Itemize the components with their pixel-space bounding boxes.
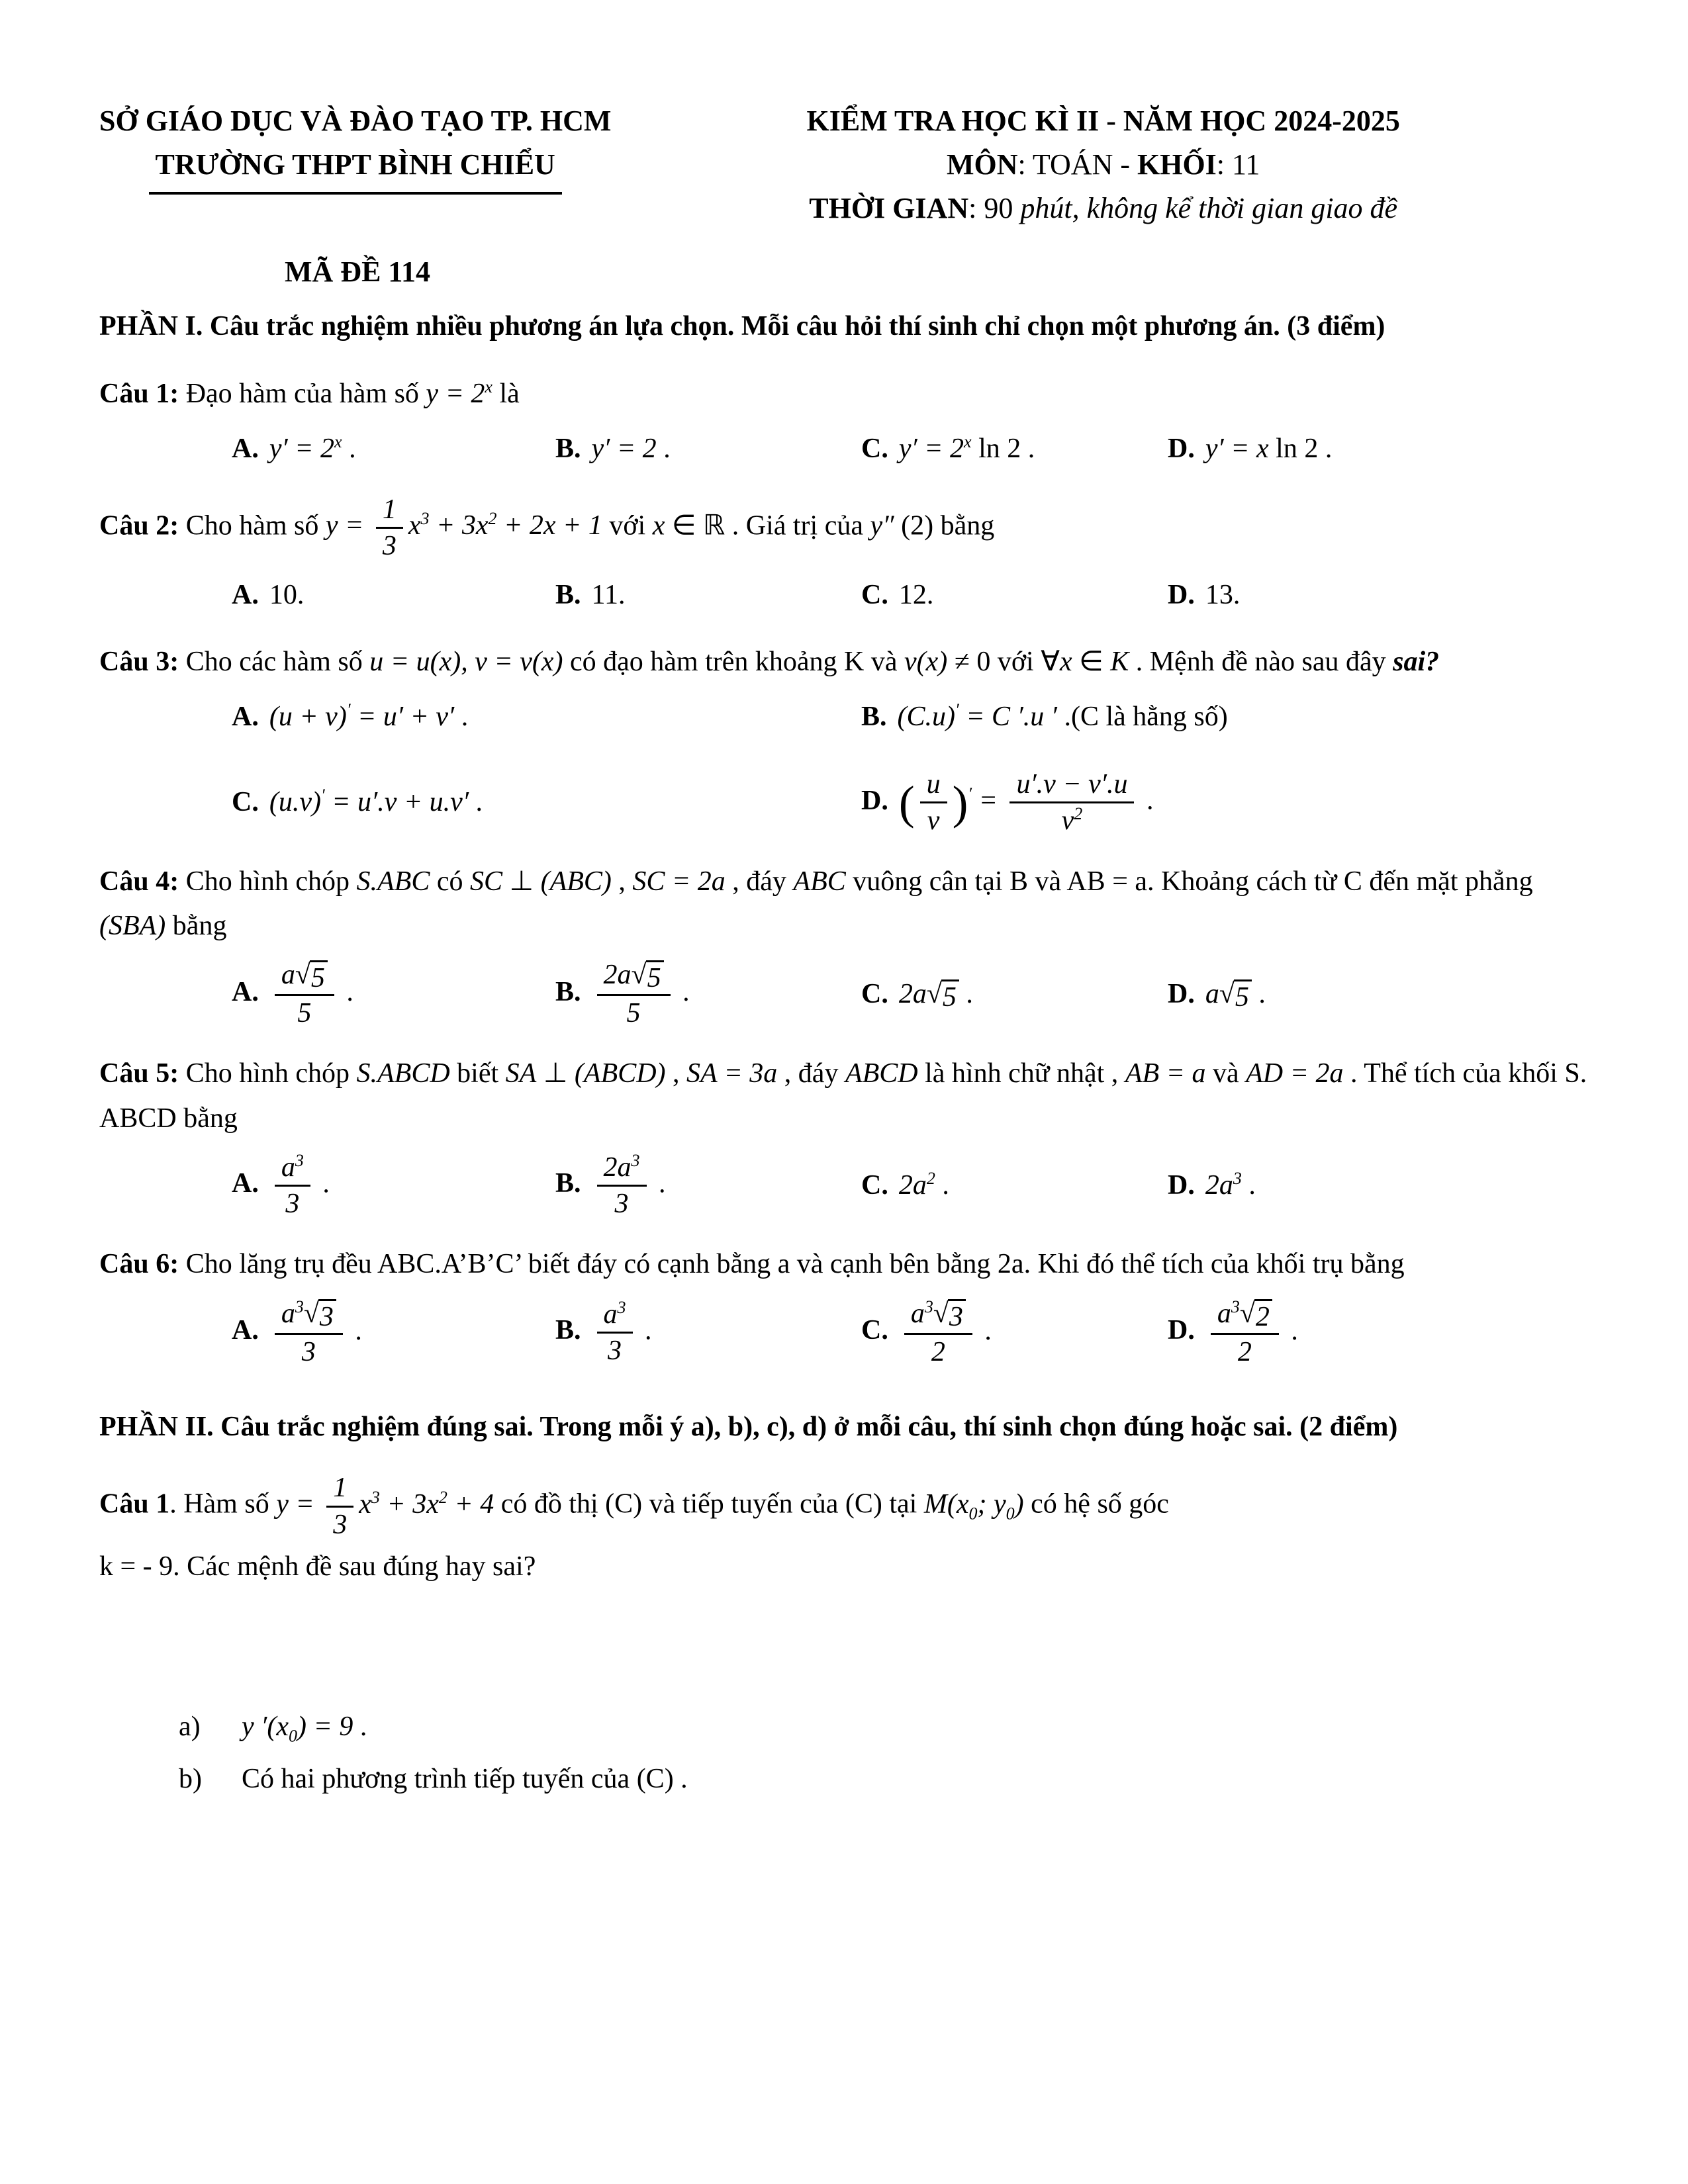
statement-text: Có hai phương trình tiếp tuyến của (C) . (242, 1764, 688, 1795)
question-5-option-b (555, 1152, 861, 1220)
option-label: A. (232, 976, 259, 1007)
option-label: C. (861, 433, 888, 464)
option-text: 13. (1205, 579, 1241, 610)
question-6-option-a (232, 1298, 555, 1368)
question-1-options (99, 427, 1595, 471)
question-3-option-d (861, 768, 1595, 837)
part1-heading: PHẦN I. Câu trắc nghiệm nhiều phương án lựa chọn. Mỗi câu hỏi thí sinh chỉ chọn một phương án. (3 điểm) (99, 311, 1385, 342)
option-text: $a^3$ √ 2 2 . (1205, 1315, 1298, 1345)
option-label: D. (861, 785, 888, 816)
statement-a (99, 1705, 1595, 1749)
question-5-option-a (232, 1152, 555, 1220)
question-1-text: Câu 1: Đạo hàm của hàm số $y = 2^x$ là (99, 377, 520, 409)
question-5-option-d (1168, 1163, 1595, 1208)
question-6-option-d (1168, 1298, 1595, 1368)
option-text: $\frac{2a^3}{3}$ . (592, 1168, 666, 1199)
option-text: (u + v)′ = u′ + v′ . (269, 700, 469, 732)
header-left (99, 99, 611, 230)
option-label: D. (1168, 1315, 1195, 1346)
option-label: C. (861, 978, 888, 1009)
question-6-text: Câu 6: Cho lăng trụ đều ABC.A’B’C’ biết đáy có cạnh bằng a và cạnh bên bằng 2a. Khi đó thể tích của khối trụ bằng (99, 1249, 1405, 1280)
question-1-option-a (232, 427, 555, 471)
question-2-option-d (1168, 573, 1595, 617)
question-1-option-b (555, 427, 861, 471)
option-text: 10. (269, 579, 305, 610)
question-1-option-d (1168, 427, 1595, 471)
option-text: a √ 5 5 . (269, 977, 353, 1007)
option-text: $\frac{a^3}{3}$ . (269, 1168, 330, 1199)
part2-question-1 (99, 1472, 1595, 1801)
question-2-text: Câu 2: Cho hàm số y = $\frac{1}{3}$ $x^3 + 3x^2 + 2x + 1$ với x ∈ ℝ . Giá trị của y″ (2) bằng (99, 494, 995, 562)
question-2-options (99, 573, 1595, 617)
duration-line: THỜI GIAN: 90 phút, không kể thời gian giao đề (809, 192, 1398, 224)
option-label: D. (1168, 1170, 1195, 1201)
statement-text: y $'(x_0) = 9$ . (242, 1711, 367, 1746)
question-5-options (99, 1152, 1595, 1220)
question-1-option-c (861, 427, 1168, 471)
statement-b (99, 1757, 1595, 1801)
question-4-options (99, 959, 1595, 1029)
option-label: B. (861, 701, 887, 732)
option-text: 12. (898, 579, 934, 610)
question-2-option-a (232, 573, 555, 617)
question-4-text: Câu 4: Cho hình chóp S.ABC có SC ⊥ (ABC) , SC = 2a , đáy ABC vuông cân tại B và AB = a. Khoảng cách từ C đến mặt phẳng (SBA) bằng (99, 866, 1533, 941)
option-label: A. (232, 433, 259, 464)
part2-heading: PHẦN II. Câu trắc nghiệm đúng sai. Trong mỗi ý a), b), c), d) ở mỗi câu, thí sinh chọn đúng hoặc sai. (2 điểm) (99, 1412, 1398, 1443)
question-3-option-a (232, 695, 861, 739)
option-text: y′ = x ln 2 . (1205, 433, 1333, 464)
option-text: $\frac{a^3}{3}$ . (592, 1315, 652, 1345)
exam-code: MÃ ĐỀ 114 (285, 255, 430, 288)
option-label: C. (861, 1315, 888, 1346)
question-5-option-c (861, 1163, 1168, 1208)
option-label: B. (555, 579, 581, 610)
option-label: D. (1168, 579, 1195, 610)
option-text: 11. (591, 579, 626, 610)
option-text: 2a √ 5 . (898, 978, 973, 1013)
question-6-option-b (555, 1298, 861, 1367)
option-text: (C.u)′ = C ′.u ′ .(C là hằng số) (897, 700, 1228, 732)
option-label: C. (861, 1170, 888, 1201)
option-text: (u.v)′ = u′.v + u.v′ . (269, 786, 483, 818)
exam-header (99, 99, 1595, 230)
option-label: B. (555, 976, 581, 1007)
option-text: y′ = 2 . (591, 433, 671, 464)
question-4-option-d (1168, 972, 1595, 1017)
question-1 (99, 372, 1595, 471)
question-4 (99, 860, 1595, 1030)
question-6-options (99, 1298, 1595, 1368)
question-3-option-c (232, 780, 861, 825)
option-label: A. (232, 579, 259, 610)
question-5-text: Câu 5: Cho hình chóp S.ABCD biết SA ⊥ (ABCD) , SA = 3a , đáy ABCD là hình chữ nhật , AB = a và AD = 2a . Thể tích của khối S. ABCD bằng (99, 1058, 1587, 1134)
option-label: B. (555, 1315, 581, 1346)
question-3-option-b (861, 695, 1595, 739)
question-2-option-b (555, 573, 861, 617)
department-name: SỞ GIÁO DỤC VÀ ĐÀO TẠO TP. HCM (99, 105, 612, 137)
statement-label: a) (179, 1711, 201, 1742)
option-label: D. (1168, 978, 1195, 1009)
question-4-option-b (555, 959, 861, 1029)
option-label: C. (861, 579, 888, 610)
question-6-option-c (861, 1298, 1168, 1368)
exam-title: KIỂM TRA HỌC KÌ II - NĂM HỌC 2024-2025 (806, 105, 1400, 137)
option-text: ( $\frac{u}{v}$ )′ = $\frac{u'.v - v'.u}{v^2}$ . (898, 769, 1154, 837)
option-text: $a^3$ √ 3 3 . (269, 1315, 362, 1345)
question-4-option-a (232, 959, 555, 1029)
option-label: B. (555, 1168, 581, 1199)
option-label: A. (232, 701, 259, 732)
statement-label: b) (179, 1764, 202, 1795)
question-5 (99, 1052, 1595, 1220)
question-3-options (99, 695, 1595, 837)
option-text: $a^3$ √ 3 2 . (899, 1315, 992, 1345)
question-3 (99, 640, 1595, 837)
school-name-wrap (99, 143, 611, 195)
option-text: 2a √ 5 5 . (592, 977, 690, 1007)
option-text: $2a^3$ . (1205, 1169, 1256, 1201)
question-6 (99, 1242, 1595, 1368)
option-label: D. (1168, 433, 1195, 464)
question-4-option-c (861, 972, 1168, 1017)
question-2-option-c (861, 573, 1168, 617)
option-label: A. (232, 1315, 259, 1346)
part2-question-1-text: Câu 1. Hàm số y = $\frac{1}{3}$ $x^3 + 3x^2 + 4$ có đồ thị (C) và tiếp tuyến của (C) tại $M(x_0$; $y_0$) có hệ số góc (99, 1473, 1169, 1540)
subject-line: MÔN: TOÁN - KHỐI: 11 (946, 148, 1260, 181)
option-text: $2a^2$ . (898, 1169, 949, 1201)
question-3-text: Câu 3: Cho các hàm số u = u(x), v = v(x) có đạo hàm trên khoảng K và v(x) ≠ 0 với ∀x ∈ K . Mệnh đề nào sau đây sai? (99, 646, 1440, 677)
option-text: a √ 5 . (1205, 978, 1266, 1013)
question-2 (99, 494, 1595, 617)
option-label: C. (232, 787, 259, 818)
header-right (611, 99, 1595, 230)
part2-question-1-text2: k = - 9. Các mệnh đề sau đúng hay sai? (99, 1551, 536, 1582)
option-label: B. (555, 433, 581, 464)
option-text: $y' = 2^x$ ln 2 . (898, 432, 1035, 464)
school-name: TRƯỜNG THPT BÌNH CHIỂU (149, 143, 562, 195)
option-label: A. (232, 1168, 259, 1199)
option-text: $y' = 2^x$ . (269, 432, 356, 464)
